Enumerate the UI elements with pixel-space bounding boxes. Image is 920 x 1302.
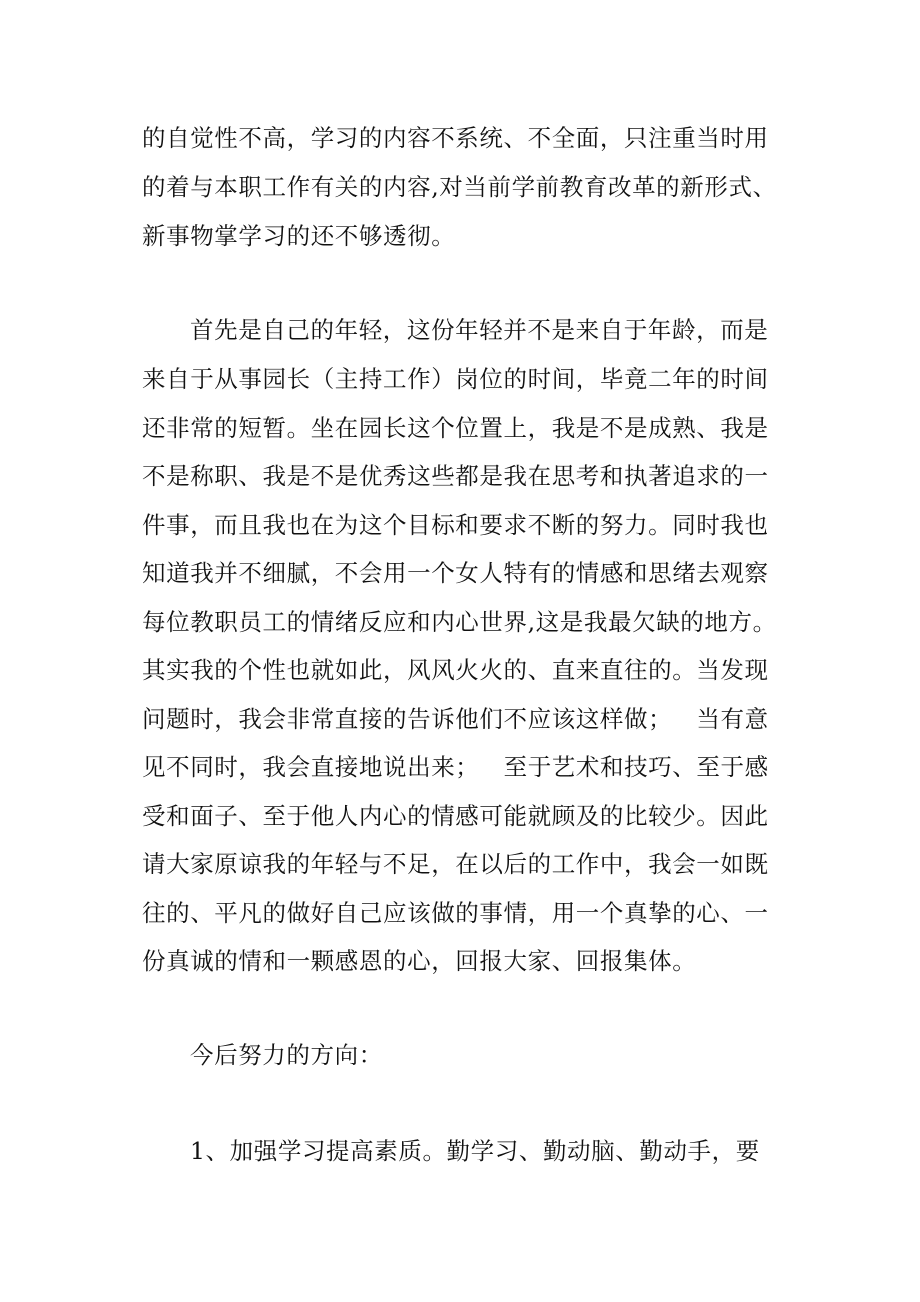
paragraph-line: 首先是自己的年轻，这份年轻并不是来自于年龄，而是 (190, 316, 769, 344)
paragraph-line: 见不同时，我会直接地说出来； 至于艺术和技巧、至于感 (142, 753, 769, 781)
paragraph-line: 新事物掌学习的还不够透彻。 (142, 222, 456, 250)
paragraph-line: 的着与本职工作有关的内容,对当前学前教育改革的新形式、 (142, 173, 777, 201)
paragraph-line: 其实我的个性也就如此，风风火火的、直来直往的。当发现 (142, 656, 769, 684)
paragraph-line: 每位教职员工的情绪反应和内心世界,这是我最欠缺的地方。 (142, 608, 777, 636)
paragraph-line: 件事，而且我也在为这个目标和要求不断的努力。同时我也 (142, 511, 769, 539)
paragraph-line: 不是称职、我是不是优秀这些都是我在思考和执著追求的一 (142, 462, 769, 490)
section-heading: 今后努力的方向： (190, 1041, 383, 1069)
paragraph-line: 往的、平凡的做好自己应该做的事情，用一个真挚的心、一 (142, 899, 769, 927)
paragraph-line: 受和面子、至于他人内心的情感可能就顾及的比较少。因此 (142, 802, 769, 830)
paragraph-line: 的自觉性不高，学习的内容不系统、不全面，只注重当时用 (142, 124, 769, 152)
paragraph-line: 请大家原谅我的年轻与不足，在以后的工作中，我会一如既 (142, 850, 769, 878)
paragraph-line: 知道我并不细腻，不会用一个女人特有的情感和思绪去观察 (142, 559, 769, 587)
numbered-item: 1、加强学习提高素质。勤学习、勤动脑、勤动手，要 (190, 1137, 760, 1165)
paragraph-line: 还非常的短暂。坐在园长这个位置上，我是不是成熟、我是 (142, 414, 769, 442)
paragraph-line: 问题时，我会非常直接的告诉他们不应该这样做； 当有意 (142, 705, 769, 733)
paragraph-line: 来自于从事园长（主持工作）岗位的时间，毕竟二年的时间 (142, 365, 769, 393)
paragraph-line: 份真诚的情和一颗感恩的心，回报大家、回报集体。 (142, 947, 697, 975)
